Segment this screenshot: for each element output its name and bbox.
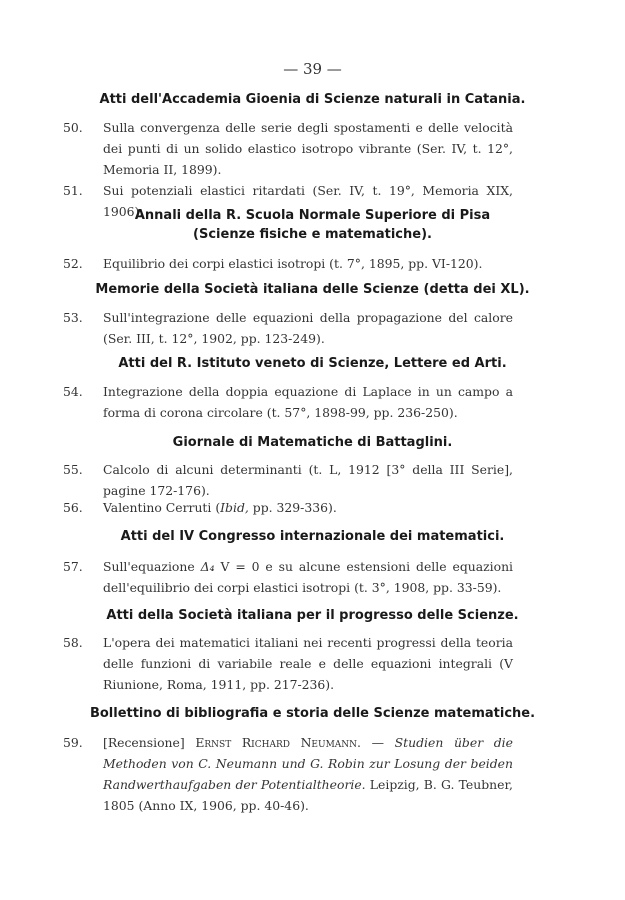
entry-text-pre: [Recensione] [103,735,196,750]
bibliography-entry [63,497,513,518]
entry-text: Sulla convergenza delle serie degli spostamenti e delle velocità dei punti di un solido elastico isotropo vibrante (Ser. IV, t. 12°, Memoria II, 1899). [103,120,513,177]
entry-text-mid: — [360,735,395,750]
entry-number: 57. [63,559,83,574]
entry-number: 55. [63,462,83,477]
section-subheading: (Scienze fisiche e matematiche). [193,227,432,242]
entry-text-italic: Ibid, [220,500,249,515]
entry-text-post: Leipzig, B. G. Teubner, 1805 (Anno IX, 1906, pp. 40-46). [103,777,513,813]
entry-text: L'opera dei matematici italiani nei recenti progressi della teoria delle funzioni di variabile reale e delle equazioni integrali (V Riunione, Roma, 1911, pp. 217-236). [103,635,513,692]
bibliography-entry [63,459,513,501]
entry-number: 51. [63,183,83,198]
entry-text: Calcolo di alcuni determinanti (t. L, 1912 [3° della III Serie], pagine 172-176). [103,462,513,498]
bibliography-entry [63,117,513,180]
entry-text-pre: Sull'equazione [103,559,201,574]
entry-text: Equilibrio dei corpi elastici isotropi (t. 7°, 1895, pp. VI-120). [103,256,483,271]
work-title: Studien über die Methoden von C. Neumann und G. Robin zur Losung der beiden Randwerthaufgaben der Potentialtheorie. [103,735,513,792]
author-name: Ernst Richard Neumann. [195,735,361,750]
section-heading: Annali della R. Scuola Normale Superiore di Pisa [134,208,491,223]
entry-text-post: V = 0 e su alcune estensioni delle equazioni dell'equilibrio dei corpi elastici isotropi (t. 3°, 1908, pp. 33-59). [103,559,514,595]
entry-text: Sui potenziali elastici ritardati (Ser. IV, t. 19°, Memoria XIX, 1906). [103,183,513,219]
bibliography-entry [63,253,513,274]
laplacian-symbol: Δ₄ [200,559,215,574]
bibliography-entry [63,732,513,816]
entry-number: 54. [63,384,83,399]
entry-number: 53. [63,310,83,325]
bibliography-entry [63,556,514,598]
entry-number: 58. [63,635,83,650]
entry-number: 56. [63,500,83,515]
section-heading: Giornale di Matematiche di Battaglini. [172,435,453,450]
section-heading: Bollettino di bibliografia e storia delle Scienze matematiche. [89,706,536,721]
page-number: — 39 — [283,60,342,78]
section-heading: Memorie della Società italiana delle Scienze (detta dei XL). [95,282,530,297]
entry-number: 52. [63,256,83,271]
section-heading: Atti del R. Istituto veneto di Scienze, Lettere ed Arti. [118,356,507,371]
entry-text-post: pp. 329-336). [248,500,337,515]
section-heading: Atti della Società italiana per il progresso delle Scienze. [106,608,519,623]
section-heading: Atti del IV Congresso internazionale dei matematici. [120,529,505,544]
section-heading: Atti dell'Accademia Gioenia di Scienze naturali in Catania. [99,92,526,107]
entry-text-pre: Valentino Cerruti ( [103,500,221,515]
entry-text: Integrazione della doppia equazione di Laplace in un campo a forma di corona circolare (t. 57°, 1898-99, pp. 236-250). [103,384,513,420]
bibliography-entry [63,307,513,349]
entry-text: Sull'integrazione delle equazioni della propagazione del calore (Ser. III, t. 12°, 1902, pp. 123-249). [103,310,513,346]
entry-number: 59. [63,735,83,750]
bibliography-entry [63,381,513,423]
bibliography-entry [63,632,513,695]
entry-number: 50. [63,120,83,135]
